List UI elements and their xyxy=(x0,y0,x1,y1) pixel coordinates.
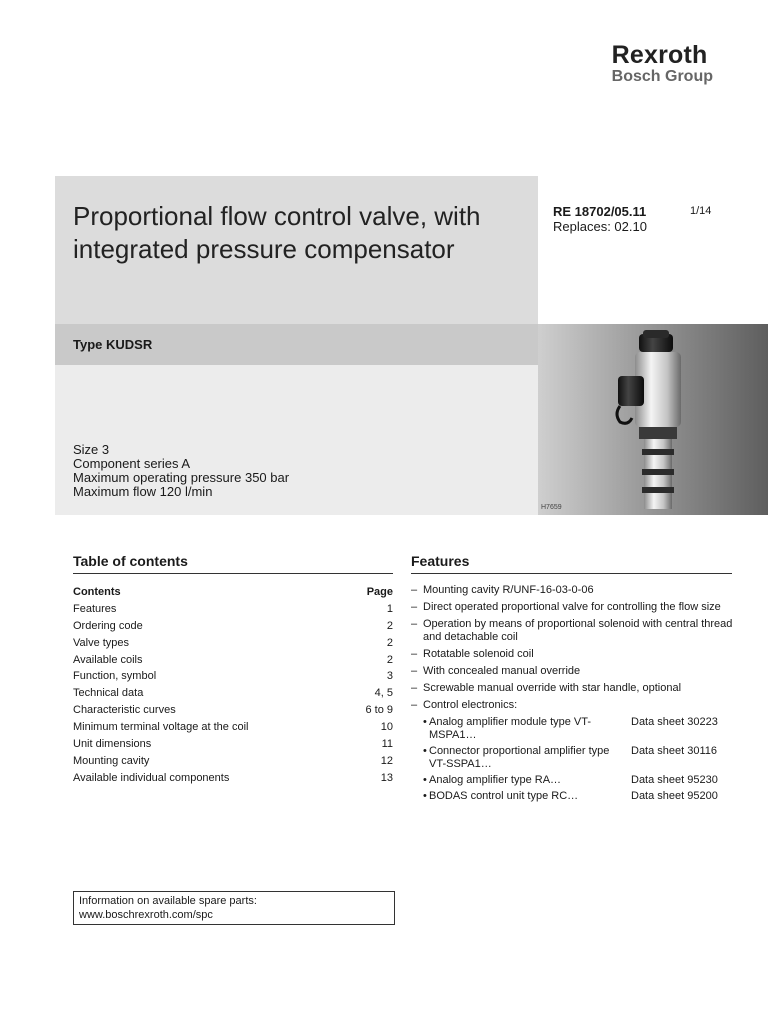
toc-page: 10 xyxy=(380,721,393,734)
table-of-contents xyxy=(73,584,393,787)
toc-page: 2 xyxy=(386,653,393,666)
control-electronics-group xyxy=(411,716,733,803)
toc-page: 2 xyxy=(386,636,393,649)
toc-row[interactable] xyxy=(73,652,393,669)
electronics-name xyxy=(423,716,629,742)
data-sheet-ref: Data sheet 30116 xyxy=(631,745,718,757)
spare-parts-info: Information on available spare parts: xyxy=(79,895,257,907)
bullet-marker: • xyxy=(423,716,427,728)
doc-number: RE 18702/05.11 xyxy=(553,204,647,219)
feature-item xyxy=(411,584,733,597)
data-sheet-ref: Data sheet 30223 xyxy=(631,716,718,728)
rexroth-logo xyxy=(612,42,713,86)
feature-text: Screwable manual override with star handle, optional xyxy=(423,682,682,694)
spec-series: Component series A xyxy=(73,456,191,471)
toc-label: Available coils xyxy=(73,653,143,666)
electronics-name-text: BODAS control unit type RC… xyxy=(429,790,579,802)
dash-marker: – xyxy=(411,699,418,711)
toc-heading: Table of contents xyxy=(73,553,393,574)
toc-row[interactable] xyxy=(73,770,393,787)
toc-row[interactable] xyxy=(73,736,393,753)
toc-page: 6 to 9 xyxy=(365,704,393,717)
spare-parts-box xyxy=(73,891,395,925)
feature-item xyxy=(411,648,733,661)
toc-row[interactable] xyxy=(73,719,393,736)
toc-label: Characteristic curves xyxy=(73,704,176,717)
toc-label: Features xyxy=(73,602,117,615)
toc-header-contents: Contents xyxy=(73,586,121,598)
toc-label: Available individual components xyxy=(73,771,230,784)
data-sheet-ref: Data sheet 95200 xyxy=(631,790,718,802)
electronics-name xyxy=(423,745,629,771)
toc-label: Valve types xyxy=(73,636,130,649)
feature-item xyxy=(411,699,733,712)
feature-item xyxy=(411,618,733,644)
toc-page: 4, 5 xyxy=(374,687,393,700)
electronics-item xyxy=(411,745,733,771)
toc-page: 1 xyxy=(386,602,393,615)
spare-parts-link[interactable]: www.boschrexroth.com/spc xyxy=(79,909,213,921)
toc-row[interactable] xyxy=(73,685,393,702)
feature-text: Direct operated proportional valve for controlling the flow size xyxy=(423,601,721,613)
spec-size: Size 3 xyxy=(73,442,110,457)
spec-flow: Maximum flow 120 l/min xyxy=(73,484,213,499)
toc-label: Unit dimensions xyxy=(73,738,152,751)
features-list xyxy=(411,584,733,806)
replaces-note: Replaces: 02.10 xyxy=(553,219,647,234)
electronics-name xyxy=(423,790,629,803)
logo-brand: Rexroth xyxy=(611,41,708,69)
bullet-marker: • xyxy=(423,745,427,757)
feature-text: Rotatable solenoid coil xyxy=(423,648,534,660)
toc-page: 2 xyxy=(386,619,393,632)
electronics-name xyxy=(423,774,629,787)
toc-page: 3 xyxy=(386,670,393,683)
toc-label: Technical data xyxy=(73,687,144,700)
dash-marker: – xyxy=(411,682,418,694)
toc-page: 11 xyxy=(381,738,393,751)
dash-marker: – xyxy=(411,648,418,660)
toc-page: 12 xyxy=(380,754,393,767)
electronics-item xyxy=(411,716,733,742)
toc-label: Mounting cavity xyxy=(73,754,150,767)
toc-page: 13 xyxy=(380,771,393,784)
photo-code: H7659 xyxy=(541,504,562,511)
document-title: Proportional flow control valve, with integrated pressure compensator xyxy=(73,201,481,264)
toc-label: Function, symbol xyxy=(73,670,157,683)
feature-item xyxy=(411,601,733,614)
electronics-name-text: Analog amplifier module type VT-MSPA1… xyxy=(429,716,592,741)
toc-row[interactable] xyxy=(73,635,393,652)
toc-row[interactable] xyxy=(73,618,393,635)
control-electronics-list xyxy=(411,716,733,803)
document-reference xyxy=(553,204,647,234)
feature-text: Operation by means of proportional solenoid with central thread and detachable coil xyxy=(423,618,733,643)
toc-row[interactable] xyxy=(73,702,393,719)
dash-marker: – xyxy=(411,584,418,596)
spec-pressure: Maximum operating pressure 350 bar xyxy=(73,470,290,485)
dash-marker: – xyxy=(411,601,418,613)
data-sheet-ref: Data sheet 95230 xyxy=(631,774,718,786)
bullet-marker: • xyxy=(423,774,427,786)
electronics-item xyxy=(411,790,733,803)
feature-text: With concealed manual override xyxy=(423,665,581,677)
toc-row[interactable] xyxy=(73,668,393,685)
electronics-name-text: Analog amplifier type RA… xyxy=(429,774,562,786)
dash-marker: – xyxy=(411,618,418,630)
product-photo xyxy=(538,324,768,515)
specs-list xyxy=(73,443,289,499)
toc-header-page: Page xyxy=(366,586,393,598)
logo-group: Bosch Group xyxy=(611,68,713,85)
electronics-name-text: Connector proportional amplifier type VT-SSPA1… xyxy=(429,745,610,770)
toc-header-row xyxy=(73,584,393,601)
toc-label: Minimum terminal voltage at the coil xyxy=(73,721,249,734)
toc-row[interactable] xyxy=(73,601,393,618)
page-number: 1/14 xyxy=(690,205,712,217)
bullet-marker: • xyxy=(423,790,427,802)
valve-illustration xyxy=(538,324,768,515)
feature-item xyxy=(411,682,733,695)
dash-marker: – xyxy=(411,665,418,677)
toc-row[interactable] xyxy=(73,753,393,770)
toc-label: Ordering code xyxy=(73,619,143,632)
electronics-item xyxy=(411,774,733,787)
feature-text: Control electronics: xyxy=(423,699,518,711)
feature-item xyxy=(411,665,733,678)
type-label: Type KUDSR xyxy=(73,337,153,352)
features-heading: Features xyxy=(411,553,732,574)
feature-text: Mounting cavity R/UNF-16-03-0-06 xyxy=(423,584,594,596)
